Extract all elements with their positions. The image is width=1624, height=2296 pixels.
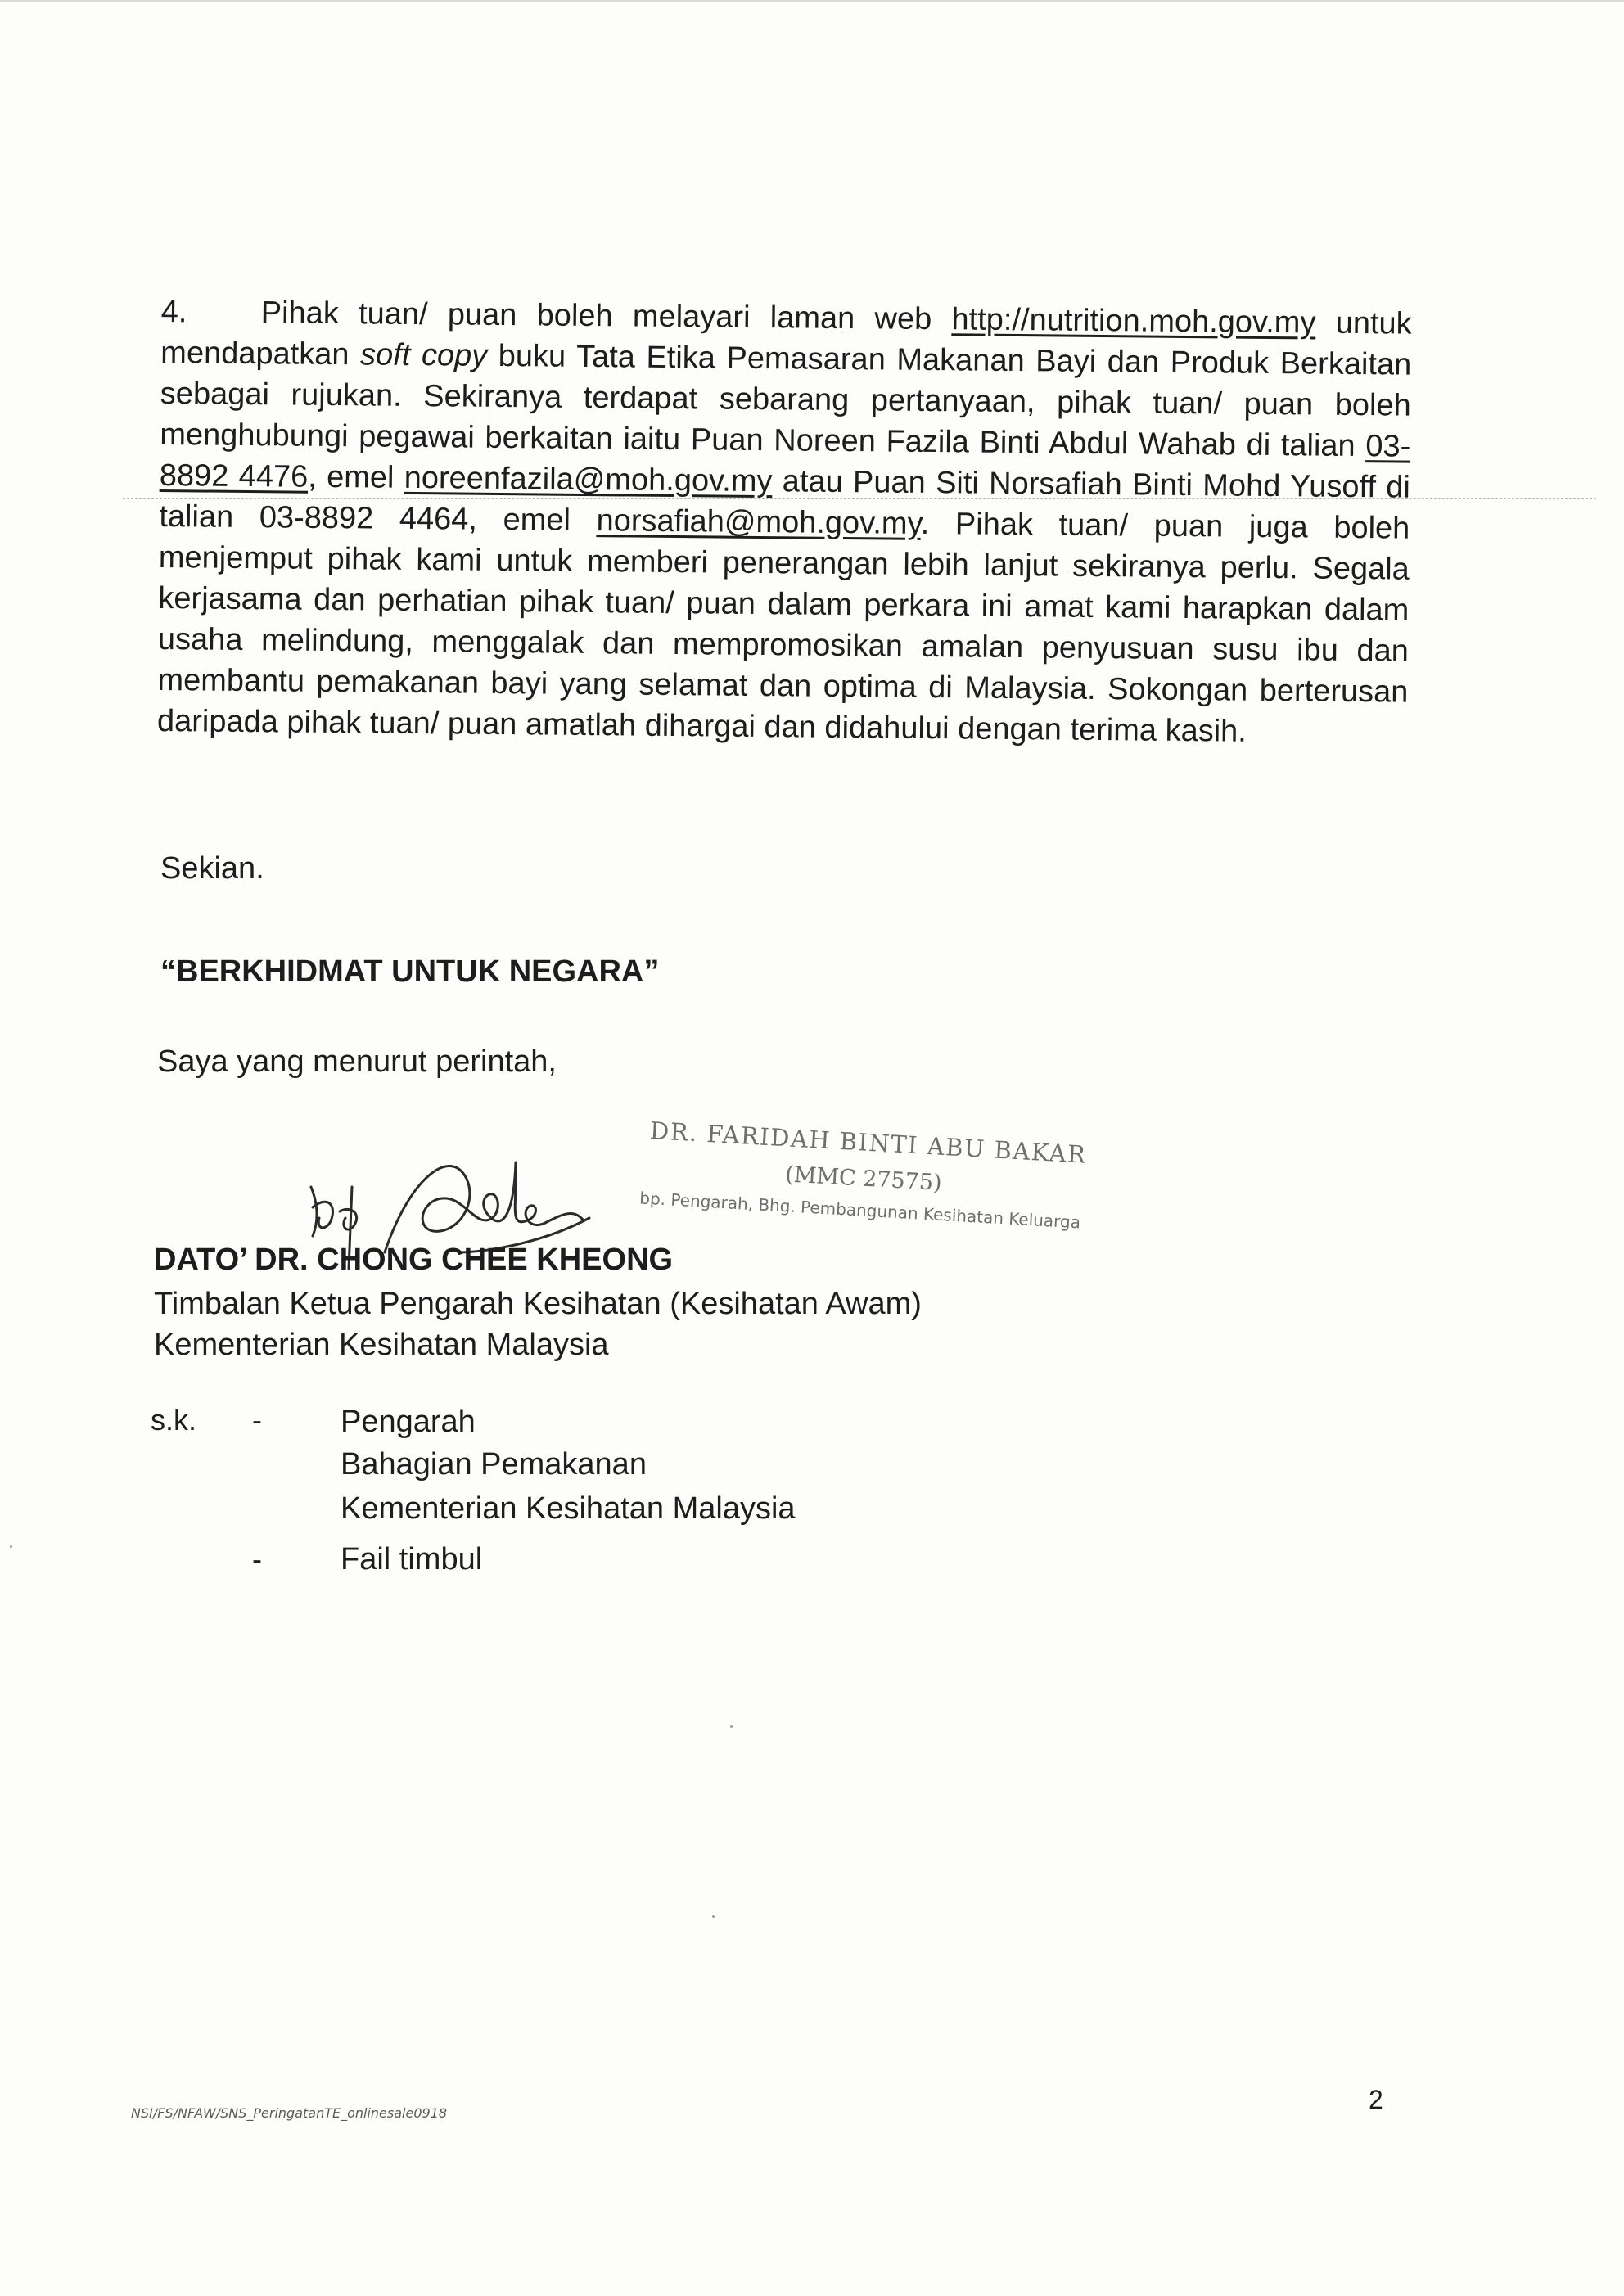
scan-edge bbox=[0, 0, 1624, 2]
body-text-1: Pihak tuan/ puan boleh melayari laman web bbox=[260, 295, 952, 337]
closing-text: Sekian. bbox=[160, 851, 264, 886]
website-link[interactable]: http://nutrition.moh.gov.my bbox=[951, 302, 1316, 341]
soft-copy-text: soft copy bbox=[359, 337, 488, 373]
scan-speck bbox=[730, 1725, 733, 1728]
cc-recipient-line-1: Pengarah bbox=[341, 1405, 476, 1439]
stamp-role: bp. Pengarah, Bhg. Pembangunan Kesihatan Keluarga bbox=[638, 1188, 1081, 1233]
stamp-mmc: (MMC 27575) bbox=[784, 1162, 943, 1196]
footer-reference: NSI/FS/NFAW/SNS_PeringatanTE_onlinesale0918 bbox=[131, 2105, 448, 2121]
signatory-title: Timbalan Ketua Pengarah Kesihatan (Kesihatan Awam) bbox=[154, 1287, 922, 1321]
cc-recipient-line-3: Kementerian Kesihatan Malaysia bbox=[341, 1491, 796, 1526]
cc-recipient-line-2: Bahagian Pemakanan bbox=[341, 1447, 647, 1482]
saya-yang-menurut: Saya yang menurut perintah, bbox=[157, 1044, 557, 1079]
signatory-name: DATO’ DR. CHONG CHEE KHEONG bbox=[154, 1243, 674, 1277]
phone-number-1: 03-8892 4476 bbox=[159, 429, 1411, 494]
cc-dash-2: - bbox=[252, 1542, 262, 1576]
body-text-5: atau Puan Siti Norsafiah Binti Mohd Yusoff di talian 03-8892 4464, emel bbox=[159, 464, 1410, 539]
body-text-4: , emel bbox=[308, 459, 404, 495]
page-number: 2 bbox=[1369, 2085, 1383, 2114]
body-text-2: untuk mendapatkan bbox=[160, 305, 1412, 372]
cc-dash: - bbox=[252, 1403, 262, 1437]
email-link-1[interactable]: noreenfazila@moh.gov.my bbox=[404, 460, 773, 499]
body-text-3: buku Tata Etika Pemasaran Makanan Bayi dan Produk Berkaitan sebagai rujukan. Sekiranya terdapat sebarang pertanyaan, pihak tuan/ puan boleh menghubungi pegawai berkaitan iaitu Puan Noreen Fazila Binti Abdul Wahab di talian bbox=[160, 338, 1412, 464]
cc-label: s.k. bbox=[151, 1403, 197, 1437]
scan-speck bbox=[712, 1915, 715, 1918]
motto: “BERKHIDMAT UNTUK NEGARA” bbox=[160, 954, 660, 989]
body-paragraph bbox=[157, 291, 1412, 754]
email-link-2[interactable]: norsafiah@moh.gov.my bbox=[596, 503, 921, 541]
scan-speck bbox=[10, 1545, 12, 1548]
body-text-6: . Pihak tuan/ puan juga boleh menjemput pihak kami untuk memberi penerangan lebih lanjut sekiranya perlu. Segala kerjasama dan perhatian pihak tuan/ puan dalam perkara ini amat kami harapkan dalam usaha melindung, menggalak dan mempromosikan amalan penyusuan susu ibu dan membantu pemakanan bayi yang selamat dan optima di Malaysia. Sokongan berterusan daripada pihak tuan/ puan amatlah dihargai dan didahului dengan terima kasih. bbox=[156, 506, 1410, 749]
signatory-ministry: Kementerian Kesihatan Malaysia bbox=[154, 1328, 609, 1362]
cc-file: Fail timbul bbox=[341, 1542, 483, 1577]
stamp-name: DR. FARIDAH BINTI ABU BAKAR bbox=[649, 1116, 1088, 1169]
paragraph-number: 4. bbox=[160, 294, 187, 330]
